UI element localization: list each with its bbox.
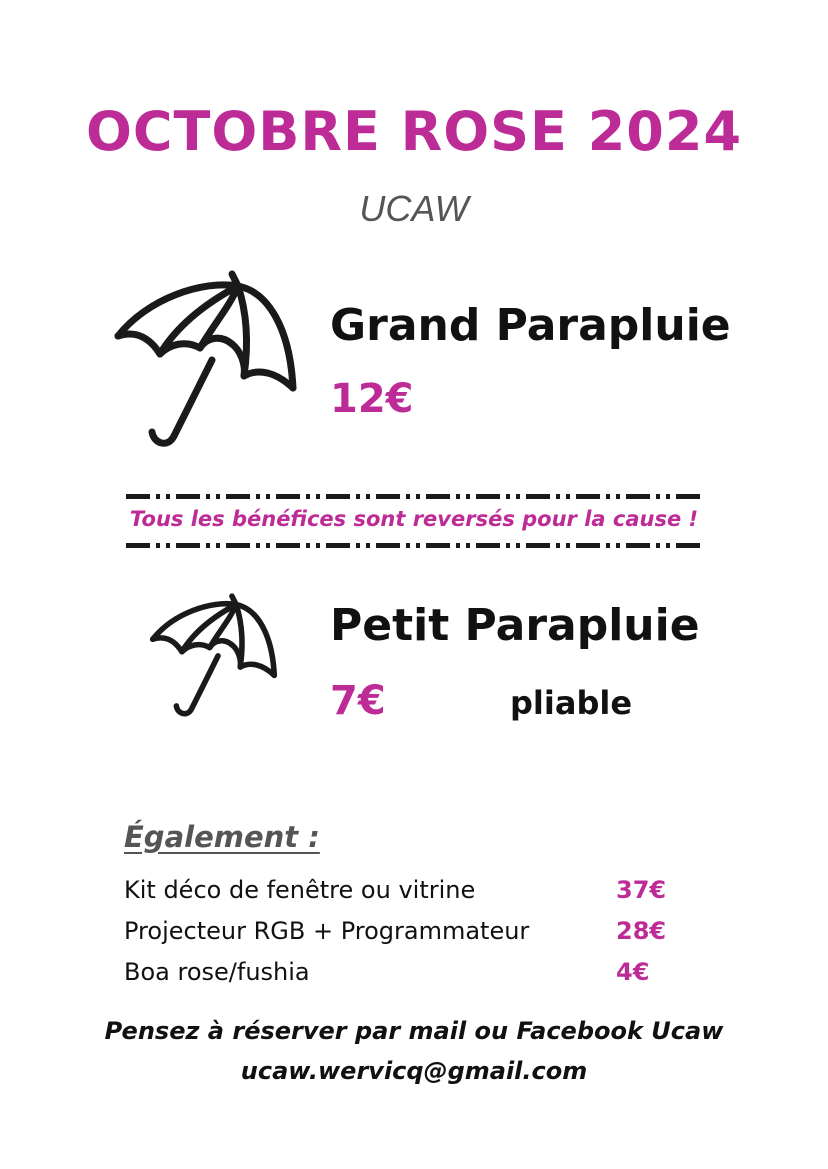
page-subtitle: UCAW xyxy=(359,188,469,229)
item-label: Boa rose/fushia xyxy=(124,958,310,986)
also-heading: Également : xyxy=(124,820,320,854)
page-title: OCTOBRE ROSE 2024 xyxy=(85,100,743,163)
dashed-divider-top xyxy=(126,494,700,499)
item-price: 4€ xyxy=(616,958,650,986)
list-item xyxy=(124,917,684,958)
footer-email: ucaw.wervicq@gmail.com xyxy=(240,1057,588,1085)
item-label: Kit déco de fenêtre ou vitrine xyxy=(124,876,476,904)
item-price: 28€ xyxy=(616,917,667,945)
umbrella-icon xyxy=(108,268,303,458)
also-items-list xyxy=(124,876,684,999)
product-name-grand: Grand Parapluie xyxy=(330,300,731,351)
product-price-grand: 12€ xyxy=(330,376,414,422)
item-price: 37€ xyxy=(616,876,667,904)
dashed-divider-bottom xyxy=(126,543,700,548)
cause-text: Tous les bénéfices sont reversés pour la cause ! xyxy=(129,507,699,531)
umbrella-icon xyxy=(145,592,282,724)
item-label: Projecteur RGB + Programmateur xyxy=(124,917,530,945)
footer-reservation-text: Pensez à réserver par mail ou Facebook Ucaw xyxy=(104,1017,724,1045)
list-item xyxy=(124,876,684,917)
product-price-petit: 7€ xyxy=(330,678,386,724)
list-item xyxy=(124,958,684,999)
product-note-pliable: pliable xyxy=(510,684,633,722)
product-name-petit: Petit Parapluie xyxy=(330,600,700,651)
